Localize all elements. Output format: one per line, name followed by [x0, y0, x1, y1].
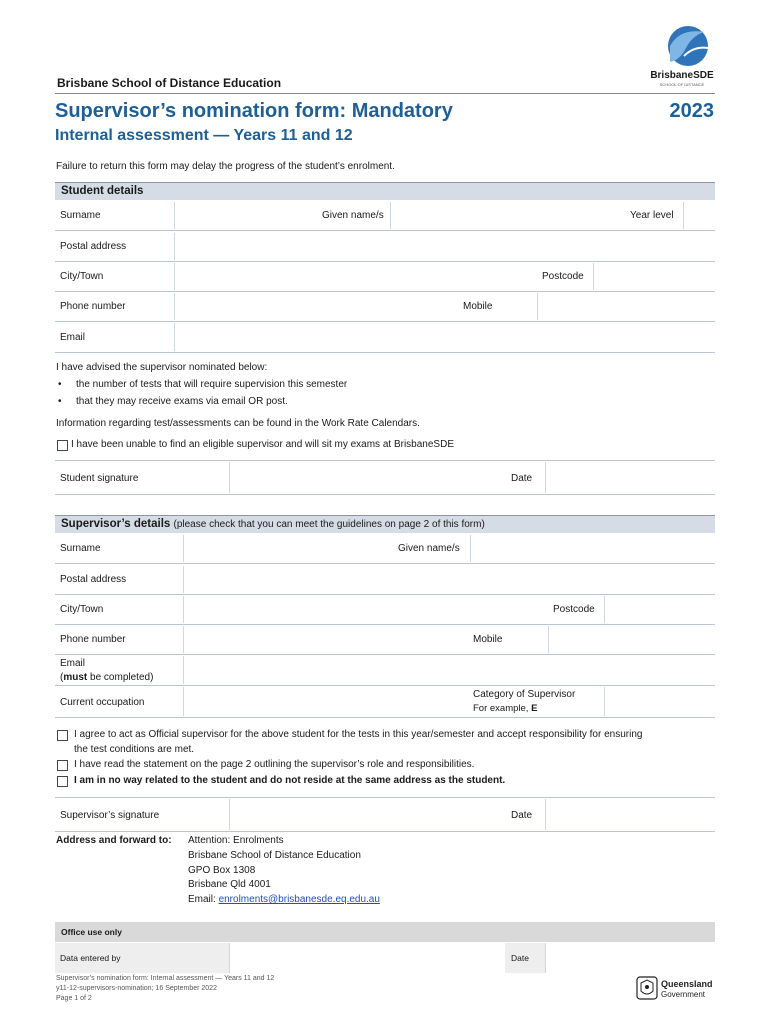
student-postcode-label: Postcode [542, 271, 584, 282]
student-surname-label: Surname [60, 210, 101, 221]
agree-line-1: I agree to act as Official supervisor for the above student for the tests in this year/semester and accept responsibility for ensuring [74, 729, 643, 740]
supervisor-signature-label: Supervisor’s signature [60, 810, 160, 821]
student-signature-date-label: Date [511, 473, 533, 484]
student-city-row [55, 262, 715, 292]
svg-text:BrisbaneSDE: BrisbaneSDE [650, 70, 714, 81]
student-postcode-field[interactable] [593, 263, 715, 290]
email-note-rest: be completed) [87, 672, 154, 683]
student-signature-label: Student signature [60, 473, 139, 484]
form-year: 2023 [669, 100, 714, 122]
student-email-field[interactable] [174, 323, 715, 351]
supervisor-surname-label: Surname [60, 543, 101, 554]
student-signature-row [55, 460, 715, 495]
supervisor-email-field[interactable] [183, 656, 715, 684]
advice-bullet-1-text: the number of tests that will require supervision this semester [76, 379, 348, 390]
supervisor-postcode-label: Postcode [553, 604, 595, 615]
school-name: Brisbane School of Distance Education [57, 76, 282, 90]
supervisor-signature-field[interactable] [229, 799, 505, 830]
supervisor-city-label: City/Town [60, 604, 104, 615]
supervisor-city-field[interactable] [183, 596, 549, 623]
student-details-heading [55, 182, 715, 200]
supervisor-postal-row [55, 565, 715, 595]
student-details-heading-text: Student details [61, 185, 144, 197]
supervisor-city-row [55, 595, 715, 625]
queensland-government-logo [636, 975, 716, 1001]
header-divider [55, 93, 715, 94]
data-entered-by-label: Data entered by [60, 953, 121, 963]
supervisor-given-names-field[interactable] [470, 535, 715, 562]
student-phone-field[interactable] [174, 293, 458, 320]
supervisor-phone-field[interactable] [183, 626, 468, 653]
email-note-must: must [63, 672, 88, 683]
supervisor-surname-field[interactable] [183, 535, 393, 562]
footer-page-number: Page 1 of 2 [56, 995, 92, 1002]
student-mobile-field[interactable] [537, 293, 715, 320]
supervisor-details-heading-text: Supervisor’s details [61, 518, 171, 530]
student-given-names-field[interactable] [390, 202, 623, 229]
student-year-level-field[interactable] [683, 202, 715, 229]
data-entered-by-field[interactable] [229, 943, 505, 973]
student-city-field[interactable] [174, 263, 538, 290]
address-line-2: Brisbane School of Distance Education [188, 850, 361, 861]
supervisor-occupation-row [55, 686, 715, 718]
address-email-line [188, 894, 380, 905]
student-name-row [55, 201, 715, 231]
supervisor-name-row [55, 534, 715, 564]
student-signature-field[interactable] [229, 462, 505, 493]
supervisor-given-names-label: Given name/s [398, 543, 460, 554]
svg-text:SCHOOL OF DISTANCE: SCHOOL OF DISTANCE [659, 82, 705, 87]
student-city-label: City/Town [60, 271, 104, 282]
supervisor-phone-label: Phone number [60, 634, 126, 645]
supervisor-postal-label: Postal address [60, 574, 127, 585]
svg-text:Queensland: Queensland [661, 979, 713, 989]
supervisor-mobile-label: Mobile [473, 634, 503, 645]
student-email-row [55, 322, 715, 353]
supervisor-email-row [55, 655, 715, 686]
supervisor-email-label: Email [60, 658, 86, 669]
supervisor-category-label: Category of Supervisor [473, 689, 576, 700]
advice-bullet-1: • the number of tests that will require supervision this semester [58, 379, 348, 390]
not-related-checkbox[interactable] [57, 776, 68, 787]
supervisor-category-example [473, 703, 537, 714]
student-phone-row [55, 292, 715, 322]
svg-text:Government: Government [661, 990, 706, 999]
unable-to-find-supervisor-checkbox[interactable] [57, 440, 68, 451]
student-phone-label: Phone number [60, 301, 126, 312]
office-use-heading: Office use only [55, 922, 715, 942]
agree-supervisor-checkbox[interactable] [57, 730, 68, 741]
not-related-label: I am in no way related to the student and do not reside at the same address as the student. [74, 775, 506, 786]
footer-line-1: Supervisor’s nomination form: Internal assessment — Years 11 and 12 [56, 975, 275, 982]
supervisor-signature-date-field[interactable] [545, 799, 715, 830]
student-email-label: Email [60, 332, 86, 343]
supervisor-phone-row [55, 625, 715, 655]
brisbanesde-logo [640, 22, 724, 90]
email-note-open: ( [60, 672, 64, 683]
address-email-label: Email: [188, 894, 219, 905]
student-signature-date-field[interactable] [545, 462, 715, 493]
supervisor-category-field[interactable] [604, 687, 715, 716]
advice-bullet-2: • that they may receive exams via email OR post. [58, 396, 288, 407]
supervisor-occupation-label: Current occupation [60, 697, 145, 708]
read-statement-label: I have read the statement on the page 2 outlining the supervisor’s role and responsibilities. [74, 759, 475, 770]
student-postal-label: Postal address [60, 241, 127, 252]
supervisor-details-heading-note: (please check that you can meet the guidelines on page 2 of this form) [173, 519, 485, 530]
supervisor-postcode-field[interactable] [604, 596, 715, 623]
supervisor-mobile-field[interactable] [548, 626, 715, 653]
enrolment-note: Failure to return this form may delay the progress of the student’s enrolment. [56, 161, 395, 172]
student-year-level-label: Year level [630, 210, 674, 221]
office-date-field[interactable] [545, 943, 715, 973]
supervisor-occupation-field[interactable] [183, 687, 468, 716]
supervisor-signature-date-label: Date [511, 810, 533, 821]
unable-to-find-supervisor-label: I have been unable to find an eligible supervisor and will sit my exams at BrisbaneSDE [71, 439, 454, 450]
supervisor-postal-field[interactable] [183, 566, 715, 593]
address-line-3: GPO Box 1308 [188, 865, 256, 876]
footer [56, 974, 274, 1004]
advice-bullet-2-text: that they may receive exams via email OR post. [76, 396, 288, 407]
address-line-1: Attention: Enrolments [188, 835, 284, 846]
category-example-value: E [531, 703, 538, 714]
office-date-label: Date [511, 953, 529, 963]
category-example-prefix: For example, [473, 703, 532, 714]
office-use-row [55, 943, 715, 973]
advice-intro: I have advised the supervisor nominated below: [56, 362, 268, 373]
page-title: Supervisor’s nomination form: Mandatory [55, 100, 453, 122]
supervisor-email-required-note [60, 672, 153, 683]
address-label: Address and forward to: [56, 835, 172, 846]
agree-supervisor-label [74, 727, 642, 757]
enrolments-email-link[interactable]: enrolments@brisbanesde.eq.edu.au [218, 894, 380, 905]
student-mobile-label: Mobile [463, 301, 493, 312]
student-given-names-label: Given name/s [322, 210, 384, 221]
work-rate-info: Information regarding test/assessments can be found in the Work Rate Calendars. [56, 418, 420, 429]
read-statement-checkbox[interactable] [57, 760, 68, 771]
footer-line-2: y11-12-supervisors-nomination; 16 September 2022 [56, 985, 217, 992]
student-postal-row [55, 232, 715, 262]
student-surname-field[interactable] [174, 202, 319, 229]
agree-line-2: the test conditions are met. [74, 744, 195, 755]
supervisor-signature-row [55, 797, 715, 832]
supervisor-details-heading [55, 515, 715, 533]
address-line-4: Brisbane Qld 4001 [188, 879, 271, 890]
page-subtitle: Internal assessment — Years 11 and 12 [55, 127, 353, 144]
student-postal-field[interactable] [174, 233, 715, 260]
